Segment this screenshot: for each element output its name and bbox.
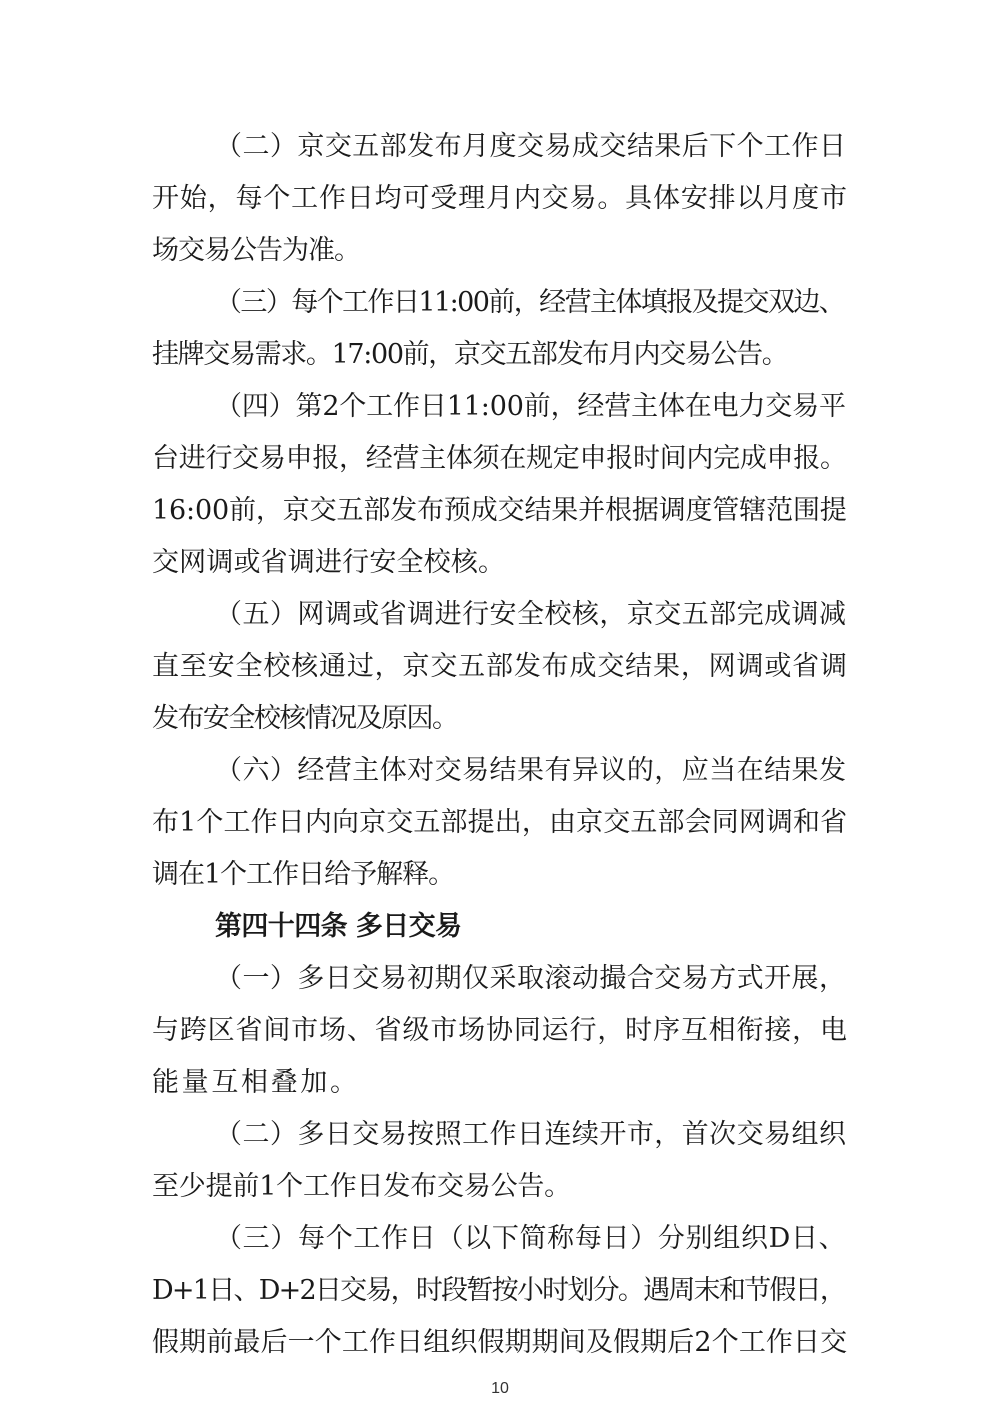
paragraph-5-line-1: （五）网调或省调进行安全校核，京交五部完成调减 [215, 599, 847, 630]
paragraph-4-line-3: 16:00前，京交五部发布预成交结果并根据调度管辖范围提 [152, 495, 847, 526]
paragraph-6-line-1: （六）经营主体对交易结果有异议的，应当在结果发 [215, 755, 847, 786]
article-44-paragraph-3-line-3: 假期前最后一个工作日组织假期期间及假期后2个工作日交 [152, 1327, 848, 1358]
article-44-paragraph-2-line-1: （二）多日交易按照工作日连续开市，首次交易组织 [215, 1119, 847, 1150]
paragraph-6-line-2: 布1个工作日内向京交五部提出，由京交五部会同网调和省 [152, 807, 848, 838]
paragraph-5-line-3: 发布安全校核情况及原因。 [152, 703, 458, 734]
article-44-heading: 第四十四条 多日交易 [215, 911, 462, 942]
paragraph-2-line-1: （二）京交五部发布月度交易成交结果后下个工作日 [215, 131, 847, 162]
article-44-paragraph-2-line-2: 至少提前1个工作日发布交易公告。 [152, 1171, 571, 1202]
article-44-paragraph-3-line-1: （三）每个工作日（以下简称每日）分别组织D日、 [215, 1223, 847, 1254]
paragraph-6-line-3: 调在1个工作日给予解释。 [152, 859, 455, 890]
paragraph-2-line-2: 开始，每个工作日均可受理月内交易。具体安排以月度市 [152, 183, 848, 214]
paragraph-4-line-1: （四）第2个工作日11:00前，经营主体在电力交易平 [215, 391, 846, 422]
page-number: 10 [491, 1380, 509, 1397]
paragraph-4-line-2: 台进行交易申报，经营主体须在规定申报时间内完成申报。 [152, 443, 847, 474]
article-44-paragraph-1-line-3: 能量互相叠加。 [152, 1067, 360, 1098]
article-44-paragraph-1-line-2: 与跨区省间市场、省级市场协同运行，时序互相衔接，电 [152, 1015, 848, 1046]
article-44-paragraph-3-line-2: D+1日、D+2日交易，时段暂按小时划分。遇周末和节假日， [152, 1275, 846, 1306]
paragraph-3-line-2: 挂牌交易需求。17:00前，京交五部发布月内交易公告。 [152, 339, 788, 370]
paragraph-3-line-1: （三）每个工作日11:00前，经营主体填报及提交双边、 [215, 287, 845, 318]
paragraph-5-line-2: 直至安全校核通过，京交五部发布成交结果，网调或省调 [152, 651, 848, 682]
paragraph-4-line-4: 交网调或省调进行安全校核。 [152, 547, 506, 578]
article-44-paragraph-1-line-1: （一）多日交易初期仅采取滚动撮合交易方式开展， [215, 963, 847, 994]
paragraph-2-line-3: 场交易公告为准。 [152, 235, 360, 266]
